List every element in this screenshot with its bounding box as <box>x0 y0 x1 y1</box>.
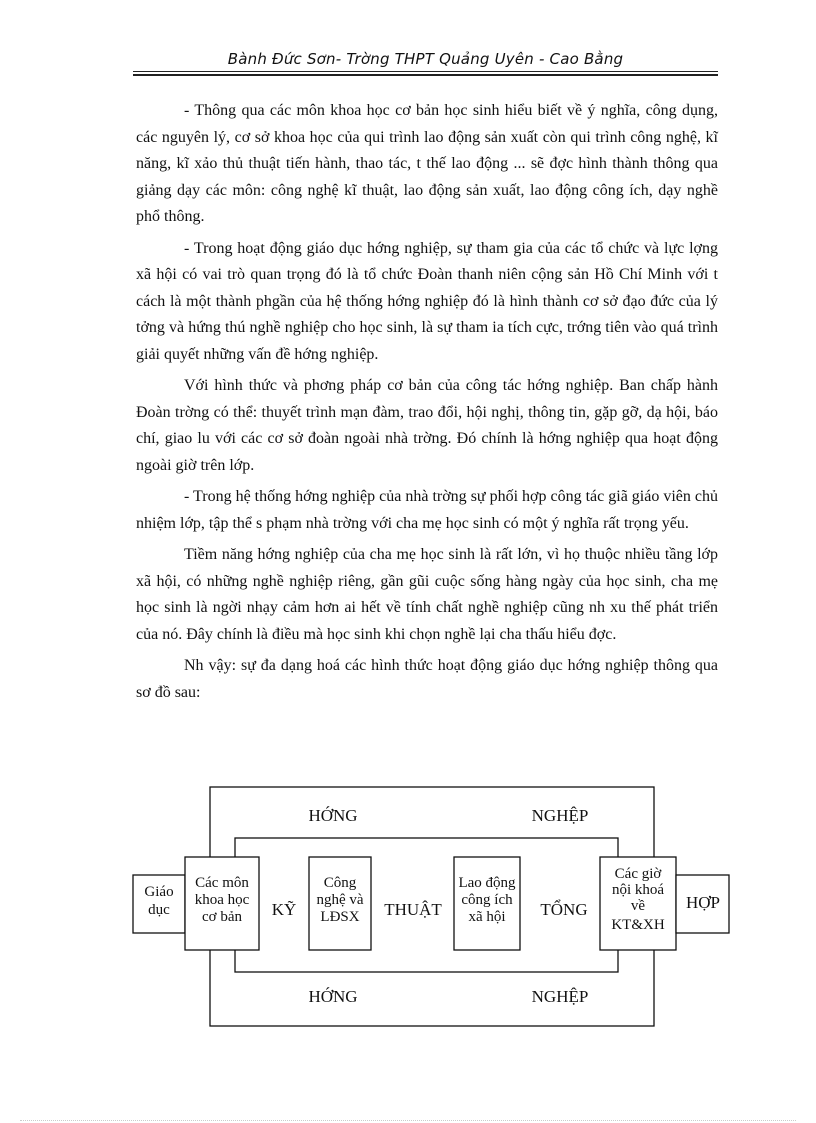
noi-khoa-line-3: về <box>630 898 646 914</box>
paragraph-4: - Trong hệ thống hớng nghiệp của nhà trờng sự phối hợp công tác giã giáo viên chủ nhiệm lớp, tập thể s phạm nhà trờng với cha mẹ học sinh có một ý nghĩa rất trọng yếu. <box>136 488 718 532</box>
paragraph-6: Nh vậy: sự đa dạng hoá các hình thức hoạt động giáo dục hớng nghiệp thông qua sơ đồ sau: <box>136 657 718 701</box>
paragraph-5: Tiềm năng hớng nghiệp của cha mẹ học sinh là rất lớn, vì họ thuộc nhiều tầng lớp xã hội, có những nghề nghiệp riêng, gần gũi cuộc sống hàng ngày của học sinh, cha mẹ học sinh là ngời nhạy cảm hơn ai hết về tính chất nghề nghiệp cũng nh xu thế phát triển của nó. Đây chính là điều mà học sinh khi chọn nghề lại cha thấu hiểu đợc. <box>136 546 718 643</box>
cong-nghe-line-1: Công <box>323 875 357 891</box>
label-top-left: HỚNG <box>308 806 358 825</box>
giao-duc-line-2: dục <box>148 902 170 918</box>
khoa-hoc-line-3: cơ bản <box>202 909 242 925</box>
label-bottom-right: NGHỆP <box>531 987 589 1006</box>
label-top-right: NGHỆP <box>531 806 589 825</box>
noi-khoa-line-2: nội khoá <box>611 882 665 898</box>
lao-dong-line-3: xã hội <box>468 909 506 925</box>
khoa-hoc-line-1: Các môn <box>195 875 249 891</box>
link-thuat: THUẬT <box>384 900 442 919</box>
paragraph-1: - Thông qua các môn khoa học cơ bản học sinh hiểu biết về ý nghĩa, công dụng, các nguyên lý, cơ sở khoa học của qui trình lao động sản xuất còn qui trình công nghệ, kĩ năng, kĩ xảo thủ thuật tiến hành, thao tác, t thế lao động ... sẽ đợc hình thành thông qua giảng dạy các môn: công nghệ kĩ thuật, lao động sản xuất, lao động công ích, dạy nghề phổ thông. <box>136 102 718 225</box>
giao-duc-line-1: Giáo <box>144 884 174 900</box>
label-hop: HỢP <box>685 893 721 912</box>
paragraph-2: - Trong hoạt động giáo dục hớng nghiệp, sự tham gia của các tổ chức và lực lợng xã hội có vai trò quan trọng đó là tổ chức Đoàn thanh niên cộng sản Hồ Chí Minh với t cách là một thành phgần của hệ thống hớng nghiệp đó là hình thành cơ sở đạo đức của lý tởng và hứng thú nghề nghiệp cho học sinh, là sự tham ia tích cực, trớng tiên vào quá trình giải quyết những vấn đề hớng nghiệp. <box>136 239 718 363</box>
footer-dotted-line <box>20 1120 796 1121</box>
noi-khoa-line-1: Các giờ <box>614 866 662 882</box>
page-header: Bành Đức Sơn- Trờng THPT Quảng Uyên - Cao Bằng <box>227 50 624 68</box>
cong-nghe-line-3: LĐSX <box>320 909 360 925</box>
cong-nghe-line-2: nghệ và <box>316 892 364 908</box>
link-ky: KỸ <box>271 900 297 919</box>
khoa-hoc-line-2: khoa học <box>194 892 250 908</box>
lao-dong-line-1: Lao động <box>458 875 516 891</box>
link-tong: TỔNG <box>540 900 588 919</box>
noi-khoa-line-4: KT&XH <box>611 917 665 933</box>
lao-dong-line-2: công ích <box>461 892 513 908</box>
paragraph-3: Với hình thức và phơng pháp cơ bản của công tác hớng nghiệp. Ban chấp hành Đoàn trờng có thể: thuyết trình mạn đàm, trao đổi, hội nghị, thông tin, gặp gỡ, dạ hội, báo chí, giao lu với các cơ sở đoàn ngoài nhà trờng. Đó chính là hớng nghiệp qua hoạt động ngoài giờ trên lớp. <box>136 377 718 474</box>
label-bottom-left: HỚNG <box>308 987 358 1006</box>
